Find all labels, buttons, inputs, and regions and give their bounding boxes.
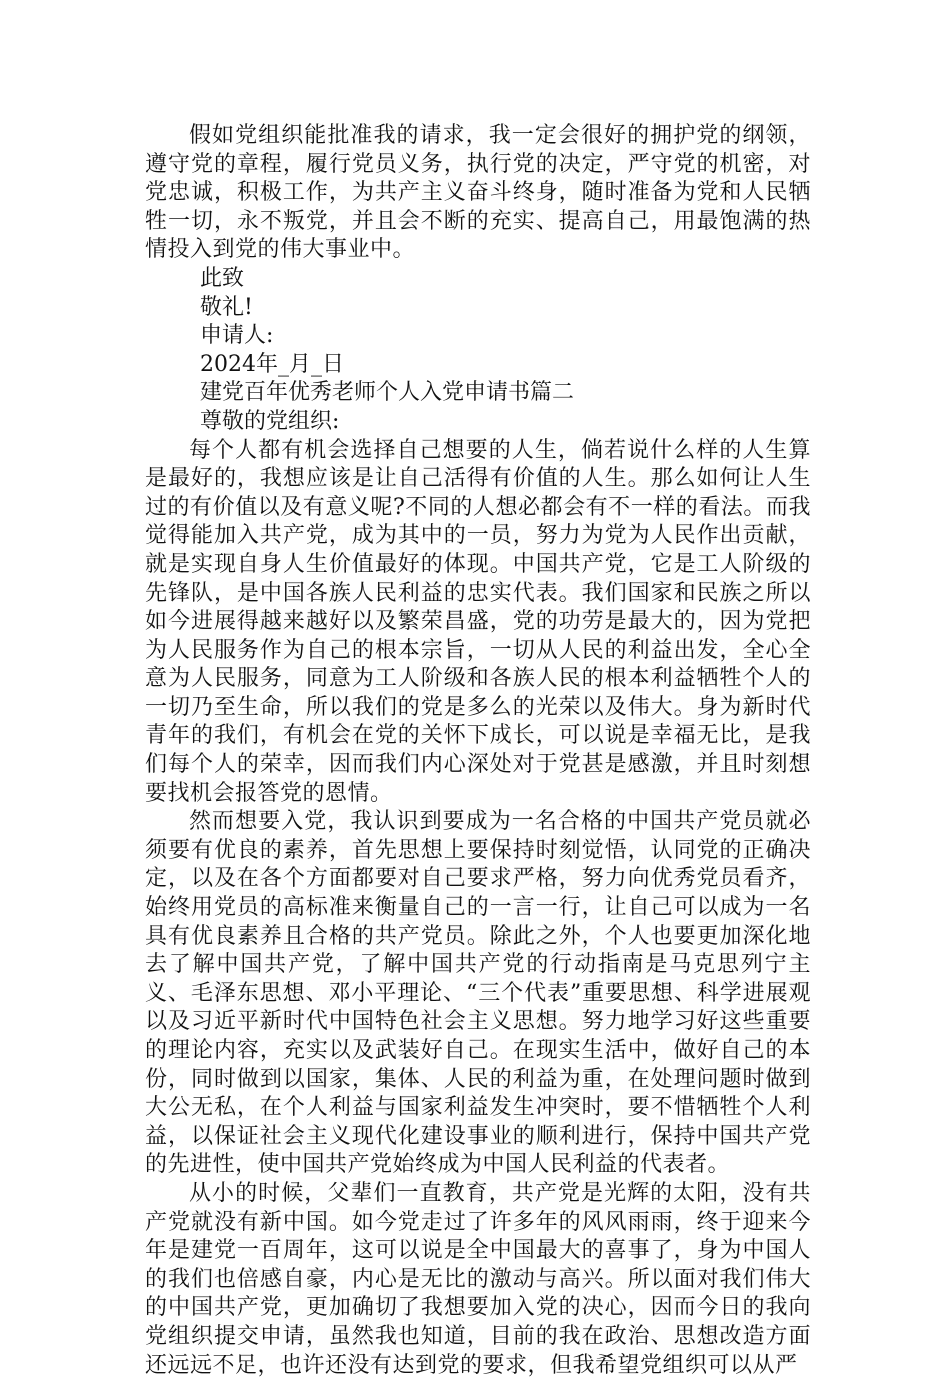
body-paragraph: 从小的时候，父辈们一直教育，共产党是光辉的太阳，没有共产党就没有新中国。如今党走过了许多年的风风雨雨，终于迎来今年是建党一百周年，这可以说是全中国最大的喜事了，身为中国人的我们也倍感自豪，内心是无比的激动与高兴。所以面对我们伟大的中国共产党，更加确切了我想要加入党的决心，因而今日的我向党组织提交申请，虽然我也知道，目前的我在政治、思想改造方面还远远不足，也许还没有达到党的要求，但我希望党组织可以从严 [145, 1180, 811, 1378]
body-paragraph: 然而想要入党，我认识到要成为一名合格的中国共产党员就必须要有优良的素养，首先思想上要保持时刻觉悟，认同党的正确决定，以及在各个方面都要对自己要求严格，努力向优秀党员看齐，始终用党员的高标准来衡量自己的一言一行，让自己可以成为一名具有优良素养且合格的共产党员。除此之外，个人也要更加深化地去了解中国共产党，了解中国共产党的行动指南是马克思列宁主义、毛泽东思想、邓小平理论、“三个代表”重要思想、科学进展观以及习近平新时代中国特色社会主义思想。努力地学习好这些重要的理论内容，充实以及武装好自己。在现实生活中，做好自己的本份，同时做到以国家，集体、人民的利益为重，在处理问题时做到大公无私，在个人利益与国家利益发生冲突时，要不惜牺牲个人利益，以保证社会主义现代化建设事业的顺利进行，保持中国共产党的先进性，使中国共产党始终成为中国人民利益的代表者。 [145, 809, 811, 1178]
body-paragraph: 每个人都有机会选择自己想要的人生，倘若说什么样的人生算是最好的，我想应该是让自己活得有价值的人生。那么如何让人生过的有价值以及有意义呢?不同的人想必都会有不一样的看法。而我觉得能加入共产党，成为其中的一员，努力为党为人民作出贡献，就是实现自身人生价值最好的体现。中国共产党，它是工人阶级的先锋队，是中国各族人民利益的忠实代表。我们国家和民族之所以如今进展得越来越好以及繁荣昌盛，党的功劳是最大的，因为党把为人民服务作为自己的根本宗旨，一切从人民的利益出发，全心全意为人民服务，同意为工人阶级和各族人民的根本利益牺牲个人的一切乃至生命，所以我们的党是多么的光荣以及伟大。身为新时代青年的我们，有机会在党的关怀下成长，可以说是幸福无比，是我们每个人的荣幸，因而我们内心深处对于党甚是感激，并且时刻想要找机会报答党的恩情。 [145, 437, 811, 806]
paragraph-commitment: 假如党组织能批准我的请求，我一定会很好的拥护党的纲领，遵守党的章程，履行党员义务，执行党的决定，严守党的机密，对党忠诚，积极工作，为共产主义奋斗终身，随时准备为党和人民牺牲一切，永不叛党，并且会不断的充实、提高自己，用最饱满的热情投入到党的伟大事业中。 [145, 123, 811, 263]
date-line: 2024年_月_日 [200, 351, 344, 377]
closing-respect: 敬礼! [200, 294, 253, 320]
document-body [145, 122, 811, 1380]
greeting: 尊敬的党组织: [200, 408, 340, 434]
applicant-label: 申请人: [200, 323, 274, 349]
closing-salutation: 此致 [200, 265, 245, 291]
section-title: 建党百年优秀老师个人入党申请书篇二 [200, 380, 575, 406]
